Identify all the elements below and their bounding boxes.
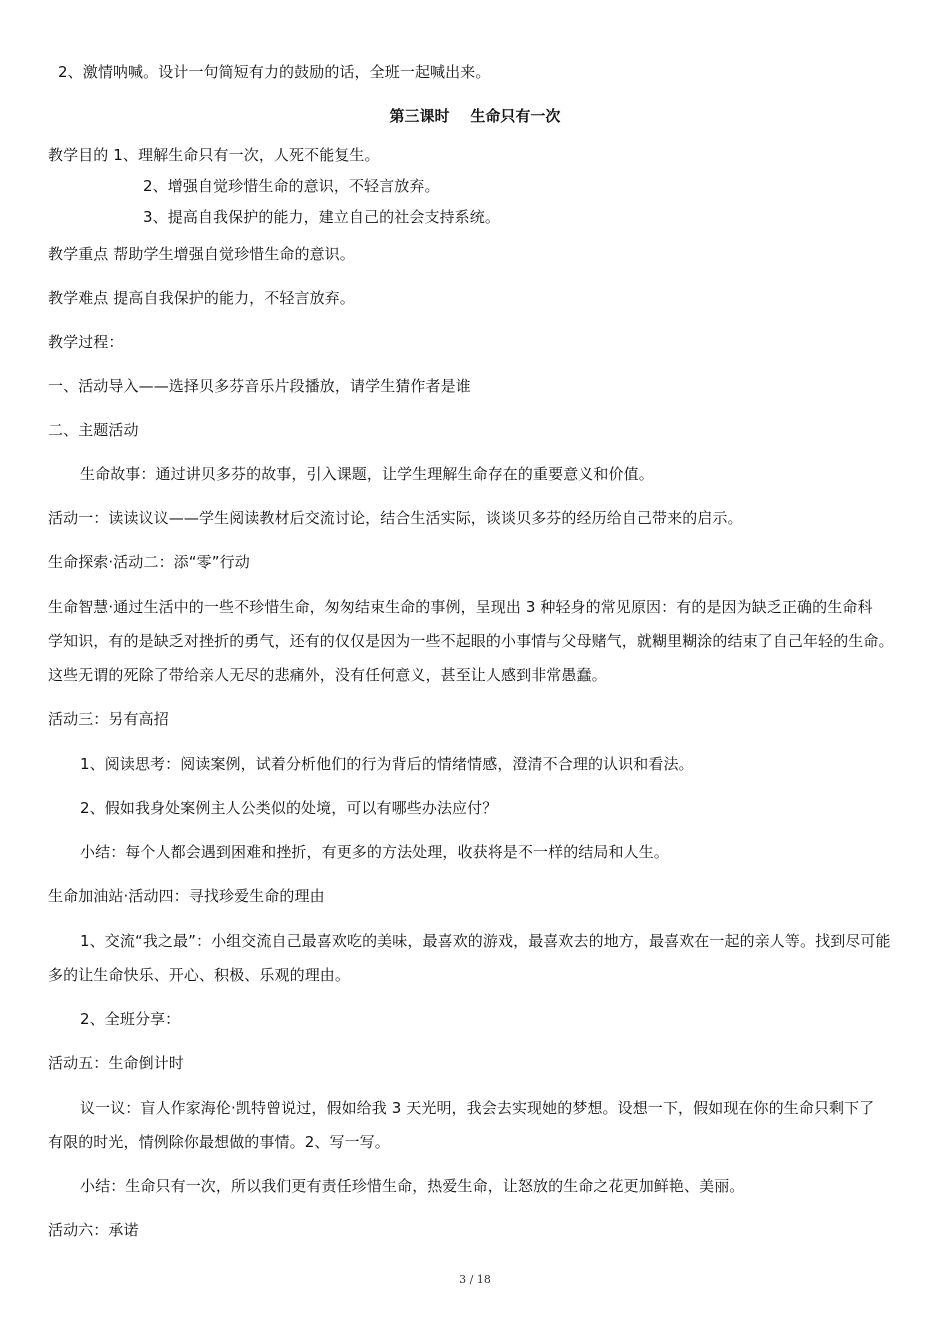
- teaching-process-heading: 教学过程：: [48, 333, 124, 351]
- life-story-paragraph: 生命故事：通过讲贝多芬的故事，引入课题，让学生理解生命存在的重要意义和价值。: [80, 465, 654, 483]
- life-wisdom-line-3: 这些无谓的死除了带给亲人无尽的悲痛外，没有任何意义，甚至让人感到非常愚蠢。: [48, 666, 607, 684]
- teaching-key-point: 教学重点 帮助学生增强自觉珍惜生命的意识。: [48, 245, 355, 263]
- activity-3-item-2: 2、假如我身处案例主人公类似的处境，可以有哪些办法应付？: [80, 799, 498, 817]
- life-wisdom-line-2: 学知识，有的是缺乏对挫折的勇气，还有的仅仅是因为一些不起眼的小事情与父母赌气，就糊里糊涂的结束了自己年轻的生命。: [48, 632, 894, 650]
- activity-5-discussion-line-2: 有限的时光，情例除你最想做的事情。2、写一写。: [48, 1133, 390, 1151]
- activity-5-heading: 活动五：生命倒计时: [48, 1054, 184, 1072]
- activity-3-heading: 活动三：另有高招: [48, 710, 169, 728]
- activity-4-item-1-line-2: 多的让生命快乐、开心、积极、乐观的理由。: [48, 966, 351, 984]
- teaching-objective-1: 教学目的 1、理解生命只有一次，人死不能复生。: [48, 146, 380, 164]
- activity-1-paragraph: 活动一：读读议议——学生阅读教材后交流讨论，结合生活实际，谈谈贝多芬的经历给自己带来的启示。: [48, 509, 743, 527]
- page-number: 3 / 18: [459, 1273, 491, 1286]
- activity-4-heading: 生命加油站·活动四：寻找珍爱生命的理由: [48, 887, 325, 905]
- teaching-objective-2: 2、增强自觉珍惜生命的意识，不轻言放弃。: [143, 177, 440, 195]
- section-1-heading: 一、活动导入——选择贝多芬音乐片段播放，请学生猜作者是谁: [48, 377, 471, 395]
- life-wisdom-line-1: 生命智慧·通过生活中的一些不珍惜生命，匆匆结束生命的事例，呈现出 3 种轻身的常见原因：有的是因为缺乏正确的生命科: [48, 598, 873, 616]
- activity-6-heading: 活动六：承诺: [48, 1221, 139, 1239]
- activity-2-heading: 生命探索·活动二：添“零”行动: [48, 553, 250, 571]
- lesson-title: 第三课时 生命只有一次: [389, 107, 561, 125]
- teaching-objective-3: 3、提高自我保护的能力，建立自己的社会支持系统。: [143, 208, 500, 226]
- teaching-difficulty: 教学难点 提高自我保护的能力，不轻言放弃。: [48, 289, 355, 307]
- activity-5-discussion-line-1: 议一议：盲人作家海伦·凯特曾说过，假如给我 3 天光明，我会去实现她的梦想。设想一下，假如现在你的生命只剩下了: [80, 1099, 875, 1117]
- activity-3-summary: 小结：每个人都会遇到困难和挫折，有更多的方法处理，收获将是不一样的结局和人生。: [80, 843, 669, 861]
- activity-3-item-1: 1、阅读思考：阅读案例，试着分析他们的行为背后的情绪情感，澄清不合理的认识和看法。: [80, 755, 694, 773]
- intro-item-2: 2、激情呐喊。设计一句简短有力的鼓励的话，全班一起喊出来。: [58, 63, 491, 81]
- activity-5-summary: 小结：生命只有一次，所以我们更有责任珍惜生命，热爱生命，让怒放的生命之花更加鲜艳、美丽。: [80, 1177, 745, 1195]
- activity-4-item-1-line-1: 1、交流“我之最”：小组交流自己最喜欢吃的美味，最喜欢的游戏，最喜欢去的地方，最喜欢在一起的亲人等。找到尽可能: [80, 932, 891, 950]
- activity-4-item-2: 2、全班分享：: [80, 1010, 181, 1028]
- section-2-heading: 二、主题活动: [48, 421, 139, 439]
